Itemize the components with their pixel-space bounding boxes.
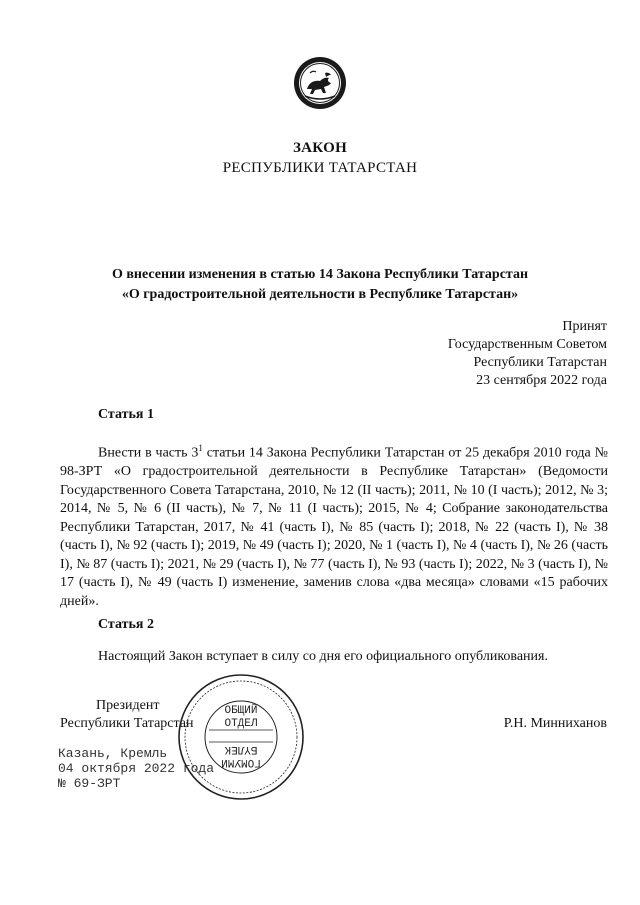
signer-name: Р.Н. Минниханов [503,716,607,731]
stamp-ring-icon [176,672,306,802]
article-2-heading: Статья 2 [98,617,154,632]
office-stamp [176,672,306,802]
adopted-line-4: 23 сентября 2022 года [476,373,607,388]
signing-date: 04 октября 2022 года [58,761,215,776]
law-subject-line-2: «О градостроительной деятельности в Республике Татарстан» [121,287,519,302]
stamp-text-line-4: БҮЛЕК [224,743,258,755]
law-number: № 69-ЗРТ [58,776,121,791]
adopted-line-2: Государственным Советом [447,337,607,352]
stamp-text-line-2: ОТДЕЛ [224,718,258,730]
stamp-text-line-1: ОБЩИЙ [224,705,258,717]
article-1-text [60,439,608,611]
signer-position-line-1: Президент [96,698,160,713]
article-1-text-start: Внести в часть 3 [98,445,199,461]
adopted-line-3: Республики Татарстан [473,355,607,370]
adopted-block [448,318,607,390]
signing-place: Казань, Кремль [58,746,168,761]
stamp-text-line-3: ГОМУМИ [221,756,261,768]
article-1-heading: Статья 1 [98,407,154,422]
adopted-line-1: Принят [562,319,607,334]
coat-of-arms-emblem-icon [293,56,347,110]
law-subject-line-1: О внесении изменения в статью 14 Закона Республики Татарстан [111,267,529,282]
article-2-text: Настоящий Закон вступает в силу со дня его официального опубликования. [98,649,548,664]
article-1-superscript: 1 [198,443,203,453]
document-title: ЗАКОН [292,140,348,156]
signer-position-line-2: Республики Татарстан [60,716,194,731]
article-1-text-rest: статьи 14 Закона Республики Татарстан от 25 декабря 2010 года № 98-ЗРТ «О градостроительной деятельности в Республике Татарстан» (Ведомости Государственного Совета Татарстана, 2010, № 12 (II часть); 2011, № 10 (I часть); 2012, № 3; 2014, № 5, № 6 (II часть), № 7, № 11 (I часть); 2015, № 4; Собрание законодательства Республики Татарстан, 2017, № 41 (часть I), № 85 (часть I); 2018, № 22 (часть I), № 38 (часть I), № 92 (часть I); 2019, № 49 (часть I); 2020, № 1 (часть I), № 4 (часть I), № 26 (часть I), № 87 (часть I); 2021, № 29 (часть I), № 77 (часть I), № 93 (часть I); 2022, № 3 (часть I), № 17 (часть I), № 49 (часть I) изменение, заменив слова «два месяца» словами «15 рабочих дней». [60,445,608,609]
document-subtitle: РЕСПУБЛИКИ ТАТАРСТАН [222,160,418,176]
